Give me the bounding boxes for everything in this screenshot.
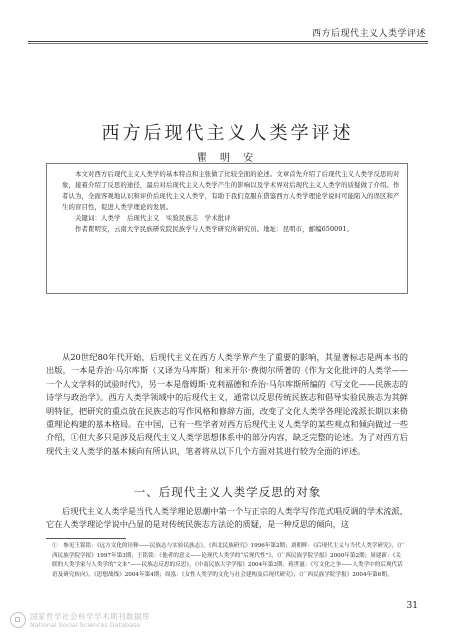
footnote [52,542,406,580]
watermark-cn: 国家哲学社会科学学术期刊数据库 [30,611,150,621]
database-logo-icon [10,612,26,628]
section-heading: 一、后现代主义人类学反思的对象 [133,485,322,499]
article-title: 西方后现代主义人类学评述 [101,123,354,144]
intro-paragraph: 从20世纪80年代开始，后现代主义在西方人类学界产生了重要的影响，其显著标志是两本书的出版，一本是乔治·马尔库斯（又译为马库斯）和米开尔·费彻尔所著的《作为文化批评的人类学——一个人文学科的试验时代》，另一本是詹姆斯·克利福德和乔治·马尔库斯所编的《写文化——民族志的诗学与政治学》。西方人类学领域中的后现代主义，通常以反思传统民族志和倡导实验民族志为其鲜明特征，把研究的重点放在民族志的写作风格和修辞方面，改变了文化人类学各理论流派长期以来倚重理论构建的基本格局。在中国，已有一些学者对西方后现代主义人类学的某些观点和倾向做过一些介绍，①但大多只是涉及后现代主义人类学思想体系中的部分内容，缺乏完整的论述。为了对西方后现代主义人类学的基本倾向有所认识，笔者将从以下几个方面对其进行较为全面的评述。 [46,352,408,456]
running-header: 西方后现代主义人类学评述 [311,29,426,39]
watermark-en: National Social Sciences Database [30,620,141,629]
header-rule [28,41,428,42]
intro-text [46,351,408,458]
watermark [10,610,210,630]
author-info: 作者瞿明安，云南大学民族研究院民族学与人类学研究所研究员。地址：昆明市，邮编650091。 [75,225,354,233]
abstract-paragraph: 本文对西方后现代主义人类学的基本特点和主张做了比较全面的论述。文章首先介绍了后现代主义人类学反思的对象，接着介绍了反思的途径，最后对后现代主义人类学产生的影响以及学术界对后现代主义人类学的质疑做了介绍。作者认为，全面客观地认识和评价后现代主义人类学，有助于我们克服在借鉴西方人类学理论学说时可能陷入的误区和产生的盲目性，促进人类学理论的发展。 [62,170,400,211]
section-text [46,505,408,532]
keywords: 关键词：人类学 后现代主义 实验民族志 学术批评 [75,214,231,222]
watermark-text [30,612,150,629]
author-name: 瞿 明 安 [196,153,259,164]
header-rule-thin [28,43,428,44]
section-paragraph: 后现代主义人类学是当代人类学理论思潮中第一个与正宗的人类学写作范式唱反调的学术流派，它在人类学理论学说中凸显的是对传统民族志方法论的质疑，是一种反思的倾向，这 [46,506,408,530]
page-number: 31 [406,601,418,611]
abstract [62,169,400,235]
footnote-text: ① 参见王铭铭：《远方文化的诠释——民族志与实验民族志》，《西北民族研究》1996年第2期；刘朝晖：《后现代主义与当代人类学研究》，《广西民族学院学报》1997年第3期；王铭铭：《他者的意义——论现代人类学的“后现代性”》，《广西民族学院学报》2000年第2期；周建新：《关联的人类学家与人类学的“文本”——民族志反思的反思》，《中南民族大学学报》2004年第3期；蒋世滋：《写文化之争——人类学中的后现代话语及研究转向》，《思想战线》2004年第4期；周泓：《女性人类学的文化与社会建构及后现代研究》，《广西民族学院学报》2004年第6期。 [52,543,406,578]
footnote-rule [46,538,126,539]
